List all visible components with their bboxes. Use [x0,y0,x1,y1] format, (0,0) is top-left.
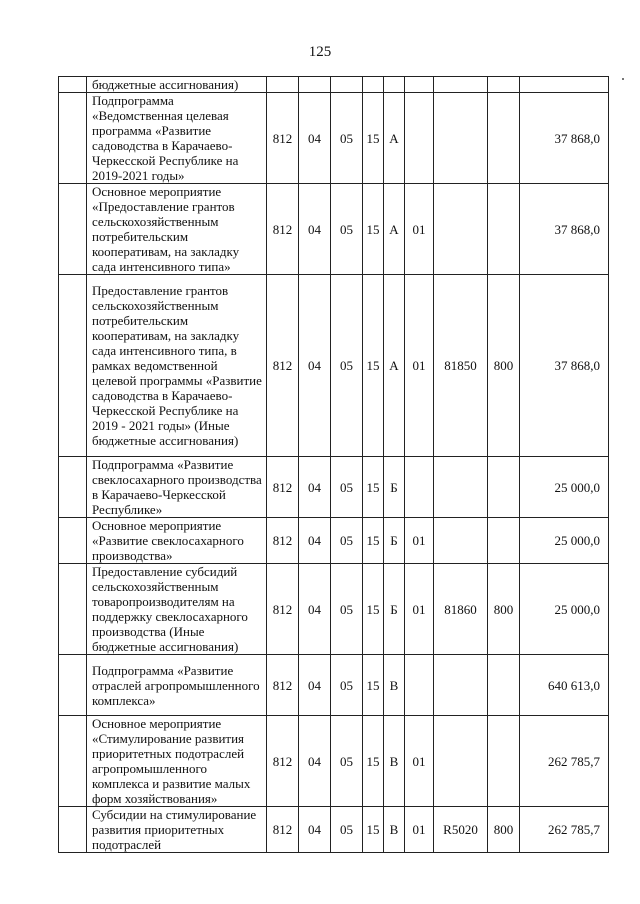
table-body [59,77,609,853]
code-cell-g: 81850 [434,275,488,457]
code-cell-a: 812 [267,655,299,716]
code-cell-g [434,716,488,807]
name-cell: Предоставление грантов сельскохозяйственным потребительским кооперативам, на закладку сада интенсивного типа, в рамках ведомственной целевой программы «Развитие садоводства в Карачаево-Черкесской Республике на 2019 - 2021 годы» (Иные бюджетные ассигнования) [87,275,267,457]
code-cell-g [434,457,488,518]
name-cell: Основное мероприятие «Развитие свеклосахарного производства» [87,518,267,564]
code-cell-g [434,655,488,716]
code-cell-d: 15 [363,655,384,716]
scan-artifact [622,78,624,80]
code-cell-d: 15 [363,93,384,184]
name-cell: Основное мероприятие «Стимулирование развития приоритетных подотраслей агропромышленного комплекса и развитие малых форм хозяйствования» [87,716,267,807]
amount-cell: 25 000,0 [520,564,609,655]
table-row [59,655,609,716]
code-cell-e [384,77,405,93]
code-cell-b: 04 [299,184,331,275]
table-row [59,457,609,518]
code-cell-e: В [384,655,405,716]
table-row [59,77,609,93]
code-cell-b: 04 [299,655,331,716]
amount-cell: 37 868,0 [520,184,609,275]
code-cell-c: 05 [331,518,363,564]
amount-cell: 25 000,0 [520,457,609,518]
code-cell-h [488,457,520,518]
amount-cell [520,77,609,93]
code-cell-d: 15 [363,518,384,564]
table-row [59,716,609,807]
code-cell-a: 812 [267,93,299,184]
amount-cell: 37 868,0 [520,275,609,457]
code-cell-g [434,77,488,93]
code-cell-h [488,93,520,184]
code-cell-g [434,184,488,275]
name-cell: Подпрограмма «Развитие отраслей агропромышленного комплекса» [87,655,267,716]
code-cell-h: 800 [488,564,520,655]
code-cell-h [488,518,520,564]
budget-table [58,76,609,853]
code-cell-a: 812 [267,457,299,518]
row-number-cell [59,807,87,853]
code-cell-g [434,93,488,184]
code-cell-f [405,457,434,518]
code-cell-b: 04 [299,564,331,655]
code-cell-b: 04 [299,93,331,184]
code-cell-c: 05 [331,275,363,457]
code-cell-e: А [384,275,405,457]
code-cell-h [488,716,520,807]
code-cell-f: 01 [405,275,434,457]
row-number-cell [59,564,87,655]
code-cell-d: 15 [363,716,384,807]
code-cell-b: 04 [299,275,331,457]
table-row [59,564,609,655]
code-cell-b: 04 [299,807,331,853]
code-cell-f: 01 [405,564,434,655]
row-number-cell [59,275,87,457]
code-cell-d: 15 [363,275,384,457]
code-cell-c: 05 [331,655,363,716]
code-cell-a: 812 [267,716,299,807]
table-row [59,184,609,275]
code-cell-h: 800 [488,275,520,457]
code-cell-g: R5020 [434,807,488,853]
code-cell-c: 05 [331,457,363,518]
code-cell-b: 04 [299,716,331,807]
code-cell-e: В [384,716,405,807]
name-cell: Предоставление субсидий сельскохозяйственным товаропроизводителям на поддержку свеклосахарного производства (Иные бюджетные ассигнования) [87,564,267,655]
code-cell-e: А [384,184,405,275]
amount-cell: 262 785,7 [520,716,609,807]
code-cell-c: 05 [331,564,363,655]
table-row [59,518,609,564]
row-number-cell [59,184,87,275]
table-row [59,93,609,184]
code-cell-h [488,77,520,93]
name-cell: Подпрограмма «Развитие свеклосахарного производства в Карачаево-Черкесской Республике» [87,457,267,518]
code-cell-e: В [384,807,405,853]
code-cell-g [434,518,488,564]
code-cell-b: 04 [299,518,331,564]
name-cell: Основное мероприятие «Предоставление грантов сельскохозяйственным потребительским кооперативам, на закладку сада интенсивного типа» [87,184,267,275]
code-cell-d: 15 [363,807,384,853]
name-cell: Подпрограмма «Ведомственная целевая программа «Развитие садоводства в Карачаево-Черкесской Республике на 2019-2021 годы» [87,93,267,184]
row-number-cell [59,457,87,518]
code-cell-a: 812 [267,564,299,655]
code-cell-b: 04 [299,457,331,518]
code-cell-a: 812 [267,518,299,564]
code-cell-a: 812 [267,275,299,457]
code-cell-e: Б [384,564,405,655]
code-cell-h: 800 [488,807,520,853]
code-cell-h [488,655,520,716]
row-number-cell [59,77,87,93]
code-cell-h [488,184,520,275]
code-cell-d [363,77,384,93]
code-cell-c [331,77,363,93]
code-cell-a: 812 [267,807,299,853]
amount-cell: 262 785,7 [520,807,609,853]
code-cell-f [405,655,434,716]
code-cell-e: Б [384,518,405,564]
code-cell-d: 15 [363,564,384,655]
code-cell-c: 05 [331,184,363,275]
code-cell-e: Б [384,457,405,518]
amount-cell: 25 000,0 [520,518,609,564]
row-number-cell [59,518,87,564]
row-number-cell [59,93,87,184]
row-number-cell [59,655,87,716]
code-cell-f: 01 [405,518,434,564]
page-number: 125 [308,44,332,60]
amount-cell: 37 868,0 [520,93,609,184]
amount-cell: 640 613,0 [520,655,609,716]
code-cell-f: 01 [405,184,434,275]
code-cell-c: 05 [331,93,363,184]
row-number-cell [59,716,87,807]
code-cell-f [405,93,434,184]
code-cell-f: 01 [405,807,434,853]
code-cell-a: 812 [267,184,299,275]
code-cell-g: 81860 [434,564,488,655]
code-cell-d: 15 [363,457,384,518]
table-row [59,275,609,457]
table-row [59,807,609,853]
code-cell-b [299,77,331,93]
code-cell-a [267,77,299,93]
code-cell-c: 05 [331,807,363,853]
name-cell: Субсидии на стимулирование развития приоритетных подотраслей [87,807,267,853]
code-cell-e: А [384,93,405,184]
code-cell-f [405,77,434,93]
code-cell-f: 01 [405,716,434,807]
code-cell-d: 15 [363,184,384,275]
name-cell: бюджетные ассигнования) [87,77,267,93]
code-cell-c: 05 [331,716,363,807]
